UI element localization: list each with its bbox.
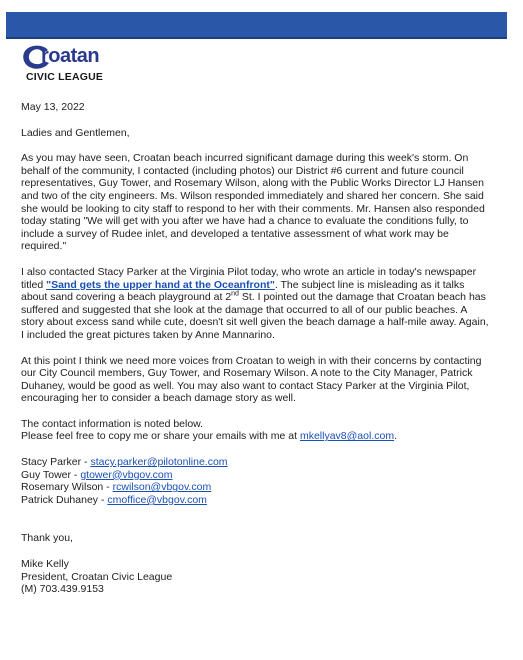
contact-item xyxy=(21,494,491,507)
croatan-civic-league-logo xyxy=(22,44,117,84)
letter-closing: Thank you, xyxy=(21,532,73,545)
author-email-link[interactable]: mkellyav8@aol.com xyxy=(299,430,395,443)
share-email-text: Please feel free to copy me or share your emails with me at xyxy=(21,430,300,443)
signature-name: Mike Kelly xyxy=(21,558,69,571)
contact-name: Patrick Duhaney - xyxy=(21,493,108,506)
letter-body xyxy=(21,101,491,596)
paragraph-storm-damage: As you may have seen, Croatan beach incurred significant damage during this week's storm. On behalf of the community, I contacted (including photos) our District #6 current and future council representatives, Guy Tower, and Rosemary Wilson, along with the Public Works Director LJ Hansen and two of the city engineers. Ms. Wilson responded immediately and shared her concern. She said she would be looking to city staff to respond to her with their comments. Mr. Hansen also responded today stating "We will get with you after we have had a chance to evaluate the conditions fully, to include a survey of Rudee inlet, and developed a tentative assessment of what work may be required." xyxy=(21,152,485,253)
paragraph-text: St. I pointed out the damage that Croatan beach has suffered and suggested that she look at the damage that occurred to all of our public beaches. A story about excess sand while cute, doesn't sit well given the beach damage a half-mile away. Again, I included the great pictures taken by Anne Mannarino. xyxy=(21,291,489,341)
contact-email-link[interactable]: cmoffice@vbgov.com xyxy=(107,493,207,506)
paragraph-virginia-pilot xyxy=(21,266,491,342)
logo-wordmark: roatan xyxy=(41,45,100,67)
logo-subtitle: CIVIC LEAGUE xyxy=(26,71,104,83)
contact-name: Guy Tower - xyxy=(21,468,81,481)
contact-email-link[interactable]: rcwilson@vbgov.com xyxy=(112,481,212,494)
contact-name: Stacy Parker - xyxy=(21,456,91,469)
contact-list xyxy=(21,456,491,506)
contact-item xyxy=(21,481,491,494)
paragraph-call-to-action: At this point I think we need more voices from Croatan to weigh in with their concerns by contacting our City Council members, Guy Tower, and Rosemary Wilson. A note to the City Manager, Patrick Duhaney, would be good as well. You may also want to contact Stacy Parker at the Virginia Pilot, encouraging her to consider a beach damage story as well. xyxy=(21,354,482,405)
ordinal-suffix: nd xyxy=(231,290,239,298)
signature-title: President, Croatan Civic League xyxy=(21,570,173,583)
paragraph-text: I also contacted Stacy Parker at the Virginia Pilot today, who wrote an article in today's newspaper titled xyxy=(21,265,477,291)
contact-name: Rosemary Wilson - xyxy=(21,481,113,494)
contact-item xyxy=(21,469,491,482)
contact-email-link[interactable]: stacy.parker@pilotonline.com xyxy=(90,456,228,469)
period: . xyxy=(394,430,397,443)
paragraph-text: . The subject line is misleading as it talks about sand covering a beach playground at 2 xyxy=(21,278,465,304)
header-bar xyxy=(6,12,507,39)
paragraph-contact-intro xyxy=(21,418,491,443)
letter-salutation: Ladies and Gentlemen, xyxy=(21,126,130,139)
signature-phone: (M) 703.439.9153 xyxy=(21,583,104,596)
signature-block xyxy=(21,558,491,596)
article-link[interactable]: "Sand gets the upper hand at the Oceanfront" xyxy=(46,278,275,291)
contact-item xyxy=(21,456,491,469)
contact-email-link[interactable]: gtower@vbgov.com xyxy=(80,468,173,481)
letter-date: May 13, 2022 xyxy=(21,101,85,113)
contact-intro-line: The contact information is noted below. xyxy=(21,417,204,430)
